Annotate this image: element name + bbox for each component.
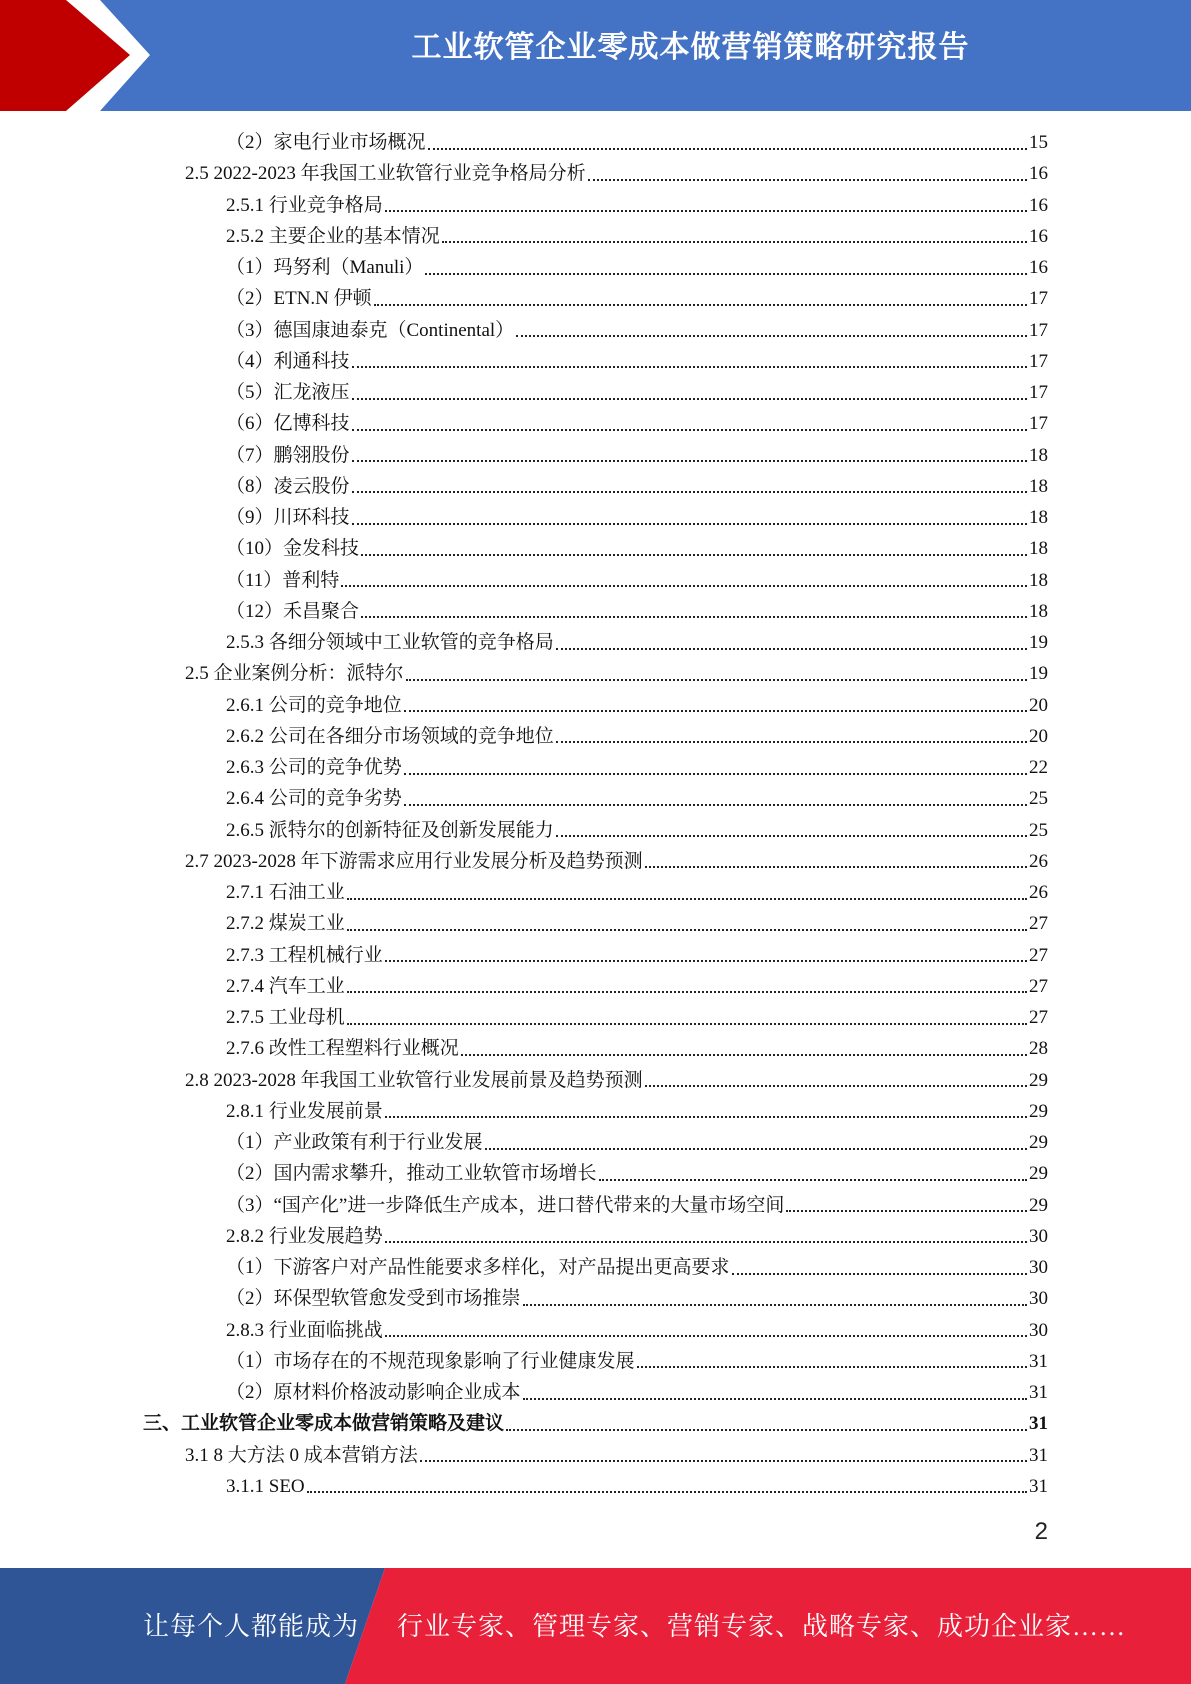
toc-dot-leader xyxy=(461,1054,1027,1056)
toc-entry[interactable] xyxy=(185,158,1048,189)
toc-entry[interactable] xyxy=(185,1440,1048,1471)
toc-entry[interactable] xyxy=(185,846,1048,877)
toc-entry-title: 2.7.4 汽车工业 xyxy=(226,975,345,997)
toc-entry[interactable] xyxy=(226,1190,1048,1221)
toc-entry[interactable] xyxy=(226,1315,1048,1346)
toc-entry-page: 17 xyxy=(1029,382,1048,403)
toc-entry[interactable] xyxy=(226,1158,1048,1189)
footer-slogan-right: 行业专家、管理专家、营销专家、战略专家、成功企业家…… xyxy=(397,1612,1127,1641)
toc-entry-page: 31 xyxy=(1029,1413,1048,1435)
toc-entry[interactable] xyxy=(226,627,1048,658)
toc-entry-page: 25 xyxy=(1029,788,1048,810)
toc-dot-leader xyxy=(341,585,1027,587)
toc-entry-title: 2.6.4 公司的竞争劣势 xyxy=(226,788,402,810)
toc-entry[interactable] xyxy=(226,533,1048,564)
toc-dot-leader xyxy=(385,1116,1027,1118)
toc-entry[interactable] xyxy=(226,377,1048,408)
toc-entry-page: 16 xyxy=(1029,194,1048,216)
toc-entry-title: （2）环保型软管愈发受到市场推崇 xyxy=(226,1288,521,1310)
toc-dot-leader xyxy=(385,960,1027,962)
toc-entry[interactable] xyxy=(226,1471,1048,1502)
toc-entry[interactable] xyxy=(185,658,1048,689)
toc-dot-leader xyxy=(645,1085,1027,1087)
toc-dot-leader xyxy=(420,1460,1027,1462)
toc-entry[interactable] xyxy=(226,1283,1048,1314)
toc-entry-title: （2）国内需求攀升，推动工业软管市场增长 xyxy=(226,1163,597,1185)
toc-entry-page: 31 xyxy=(1029,1382,1048,1403)
toc-entry-page: 18 xyxy=(1029,475,1048,497)
toc-dot-leader xyxy=(352,366,1027,368)
toc-entry-title: 2.7.3 工程机械行业 xyxy=(226,944,383,966)
toc-dot-leader xyxy=(404,773,1027,775)
toc-dot-leader xyxy=(347,898,1027,900)
toc-dot-leader xyxy=(556,835,1027,837)
toc-entry[interactable] xyxy=(226,1033,1048,1064)
toc-entry-page: 18 xyxy=(1029,507,1048,528)
toc-dot-leader xyxy=(347,991,1027,993)
toc-entry-page: 18 xyxy=(1029,569,1048,591)
toc-entry-page: 26 xyxy=(1029,882,1048,903)
toc-dot-leader xyxy=(307,1491,1027,1493)
toc-entry-page: 29 xyxy=(1029,1163,1048,1185)
toc-entry[interactable] xyxy=(226,346,1048,377)
toc-entry-title: （4）利通科技 xyxy=(226,350,350,372)
toc-dot-leader xyxy=(347,929,1027,931)
toc-entry-page: 27 xyxy=(1029,913,1048,935)
toc-dot-leader xyxy=(556,741,1027,743)
toc-entry-page: 26 xyxy=(1029,850,1048,872)
toc-entry[interactable] xyxy=(226,190,1048,221)
toc-dot-leader xyxy=(352,429,1027,431)
toc-entry[interactable] xyxy=(226,1002,1048,1033)
toc-entry[interactable] xyxy=(226,127,1048,158)
toc-entry-page: 19 xyxy=(1029,663,1048,685)
toc-entry-page: 31 xyxy=(1029,1475,1048,1497)
toc-entry-page: 16 xyxy=(1029,163,1048,185)
toc-entry-page: 19 xyxy=(1029,632,1048,653)
toc-entry-title: 2.6.3 公司的竞争优势 xyxy=(226,757,402,778)
toc-entry[interactable] xyxy=(226,940,1048,971)
toc-dot-leader xyxy=(361,554,1027,556)
toc-entry-title: （1）玛努利（Manuli） xyxy=(226,257,424,278)
page-footer xyxy=(0,1568,1191,1684)
toc-entry-title: 2.8.2 行业发展趋势 xyxy=(226,1225,383,1247)
toc-entry-page: 30 xyxy=(1029,1225,1048,1247)
toc-entry-title: 2.7.2 煤炭工业 xyxy=(226,913,345,935)
toc-dot-leader xyxy=(404,804,1027,806)
toc-entry-title: 2.7.6 改性工程塑料行业概况 xyxy=(226,1038,459,1060)
toc-entry-title: 2.5.3 各细分领域中工业软管的竞争格局 xyxy=(226,632,554,653)
toc-entry-title: 2.6.1 公司的竞争地位 xyxy=(226,694,402,716)
toc-entry-title: 2.5 企业案例分析：派特尔 xyxy=(185,663,404,685)
toc-entry[interactable] xyxy=(226,1221,1048,1252)
toc-dot-leader xyxy=(385,1241,1027,1243)
toc-entry-title: （1）下游客户对产品性能要求多样化，对产品提出更高要求 xyxy=(226,1257,730,1278)
toc-entry-page: 27 xyxy=(1029,1007,1048,1028)
toc-entry-title: （2）家电行业市场概况 xyxy=(226,132,426,153)
toc-dot-leader xyxy=(385,210,1027,212)
toc-entry[interactable] xyxy=(226,502,1048,533)
toc-entry-page: 31 xyxy=(1029,1350,1048,1372)
toc-entry-title: 2.8 2023-2028 年我国工业软管行业发展前景及趋势预测 xyxy=(185,1069,643,1091)
toc-entry-title: 2.6.2 公司在各细分市场领域的竞争地位 xyxy=(226,725,554,747)
toc-entry-title: 2.7.5 工业母机 xyxy=(226,1007,345,1028)
toc-entry-title: 2.5.1 行业竞争格局 xyxy=(226,194,383,216)
toc-entry-page: 25 xyxy=(1029,819,1048,841)
footer-slogan-left: 让每个人都能成为 xyxy=(143,1612,360,1641)
toc-entry-page: 27 xyxy=(1029,944,1048,966)
toc-entry-page: 29 xyxy=(1029,1100,1048,1122)
toc-entry-page: 17 xyxy=(1029,288,1048,310)
toc-entry[interactable] xyxy=(226,1252,1048,1283)
toc-entry-page: 18 xyxy=(1029,600,1048,622)
toc-entry-title: （8）凌云股份 xyxy=(226,475,350,497)
toc-entry[interactable] xyxy=(226,596,1048,627)
toc-dot-leader xyxy=(786,1210,1027,1212)
toc-entry-title: 2.8.3 行业面临挑战 xyxy=(226,1319,383,1341)
toc-entry[interactable] xyxy=(226,690,1048,721)
toc-entry[interactable] xyxy=(226,252,1048,283)
toc-dot-leader xyxy=(425,273,1027,275)
toc-entry[interactable] xyxy=(226,1377,1048,1408)
toc-entry[interactable] xyxy=(226,471,1048,502)
toc-entry[interactable] xyxy=(226,221,1048,252)
toc-entry-title: （11）普利特 xyxy=(226,569,340,591)
toc-dot-leader xyxy=(637,1366,1027,1368)
toc-entry[interactable] xyxy=(226,1346,1048,1377)
toc-entry-title: （1）市场存在的不规范现象影响了行业健康发展 xyxy=(226,1350,635,1372)
toc-entry-page: 22 xyxy=(1029,757,1048,778)
toc-entry-page: 20 xyxy=(1029,694,1048,716)
toc-dot-leader xyxy=(645,866,1027,868)
toc-dot-leader xyxy=(374,304,1027,306)
toc-entry[interactable] xyxy=(226,783,1048,814)
toc-entry-title: （2）原材料价格波动影响企业成本 xyxy=(226,1382,521,1403)
toc-entry-title: （9）川环科技 xyxy=(226,507,350,528)
toc-entry-page: 17 xyxy=(1029,413,1048,435)
toc-entry-title: （3）“国产化”进一步降低生产成本，进口替代带来的大量市场空间 xyxy=(226,1194,785,1216)
toc-entry-title: 2.6.5 派特尔的创新特征及创新发展能力 xyxy=(226,819,554,841)
toc-dot-leader xyxy=(404,710,1027,712)
toc-entry-title: 2.7.1 石油工业 xyxy=(226,882,345,903)
toc-entry-title: （12）禾昌聚合 xyxy=(226,600,360,622)
toc-dot-leader xyxy=(588,179,1027,181)
toc-dot-leader xyxy=(352,460,1027,462)
page-number: 2 xyxy=(1034,1518,1048,1545)
toc-dot-leader xyxy=(599,1179,1027,1181)
toc-entry-page: 18 xyxy=(1029,444,1048,466)
toc-entry[interactable] xyxy=(226,877,1048,908)
toc-entry-page: 17 xyxy=(1029,319,1048,341)
toc-entry-title: （5）汇龙液压 xyxy=(226,382,350,403)
toc-entry-page: 16 xyxy=(1029,225,1048,247)
toc-entry-title: 3.1 8 大方法 0 成本营销方法 xyxy=(185,1444,418,1466)
toc-entry-page: 28 xyxy=(1029,1038,1048,1060)
toc-entry-page: 27 xyxy=(1029,975,1048,997)
toc-entry[interactable] xyxy=(226,283,1048,314)
toc-dot-leader xyxy=(516,335,1027,337)
toc-entry-page: 18 xyxy=(1029,538,1048,560)
toc-entry-page: 31 xyxy=(1029,1444,1048,1466)
toc-entry-page: 29 xyxy=(1029,1194,1048,1216)
toc-dot-leader xyxy=(732,1273,1027,1275)
toc-entry[interactable] xyxy=(226,721,1048,752)
toc-entry-page: 29 xyxy=(1029,1069,1048,1091)
toc-entry-title: 2.7 2023-2028 年下游需求应用行业发展分析及趋势预测 xyxy=(185,850,643,872)
toc-entry[interactable] xyxy=(226,815,1048,846)
toc-entry[interactable] xyxy=(226,752,1048,783)
toc-entry-title: （1）产业政策有利于行业发展 xyxy=(226,1132,483,1153)
toc-entry[interactable] xyxy=(143,1408,1048,1439)
toc-entry[interactable] xyxy=(185,1065,1048,1096)
toc-entry-page: 29 xyxy=(1029,1132,1048,1153)
toc-dot-leader xyxy=(361,616,1027,618)
toc-entry-page: 20 xyxy=(1029,725,1048,747)
toc-dot-leader xyxy=(506,1429,1027,1431)
toc-dot-leader xyxy=(352,523,1027,525)
toc-dot-leader xyxy=(347,1023,1027,1025)
toc-entry-title: （10）金发科技 xyxy=(226,538,360,560)
report-title: 工业软管企业零成本做营销策略研究报告 xyxy=(411,30,970,65)
toc-entry-title: 2.5.2 主要企业的基本情况 xyxy=(226,225,440,247)
toc-entry-title: （2）ETN.N 伊顿 xyxy=(226,288,372,310)
toc-entry[interactable] xyxy=(226,1096,1048,1127)
toc-entry-title: 2.8.1 行业发展前景 xyxy=(226,1100,383,1122)
toc-entry[interactable] xyxy=(226,315,1048,346)
toc-dot-leader xyxy=(428,148,1027,150)
toc-entry[interactable] xyxy=(226,565,1048,596)
toc-entry-title: 2.5 2022-2023 年我国工业软管行业竞争格局分析 xyxy=(185,163,586,185)
toc-dot-leader xyxy=(485,1148,1027,1150)
toc-entry[interactable] xyxy=(226,440,1048,471)
toc-dot-leader xyxy=(442,241,1027,243)
toc-entry-title: 三、工业软管企业零成本做营销策略及建议 xyxy=(143,1413,505,1435)
toc-entry[interactable] xyxy=(226,908,1048,939)
toc-dot-leader xyxy=(352,491,1027,493)
toc-dot-leader xyxy=(406,679,1027,681)
toc-dot-leader xyxy=(385,1335,1027,1337)
toc-entry-page: 30 xyxy=(1029,1257,1048,1278)
toc-entry-title: （6）亿博科技 xyxy=(226,413,350,435)
toc-dot-leader xyxy=(523,1304,1027,1306)
toc-entry-page: 30 xyxy=(1029,1288,1048,1310)
toc-entry[interactable] xyxy=(226,1127,1048,1158)
toc-entry-page: 15 xyxy=(1029,132,1048,153)
toc-dot-leader xyxy=(556,648,1027,650)
toc-entry-title: （3）德国康迪泰克（Continental） xyxy=(226,319,515,341)
toc-entry-title: （7）鹏翎股份 xyxy=(226,444,350,466)
toc-entry[interactable] xyxy=(226,408,1048,439)
toc-entry-page: 17 xyxy=(1029,350,1048,372)
toc-entry-page: 30 xyxy=(1029,1319,1048,1341)
toc-entry-page: 16 xyxy=(1029,257,1048,278)
toc-entry-title: 3.1.1 SEO xyxy=(226,1475,305,1497)
page-header xyxy=(0,0,1191,111)
toc-entry[interactable] xyxy=(226,971,1048,1002)
toc-dot-leader xyxy=(352,398,1027,400)
toc-dot-leader xyxy=(523,1398,1027,1400)
